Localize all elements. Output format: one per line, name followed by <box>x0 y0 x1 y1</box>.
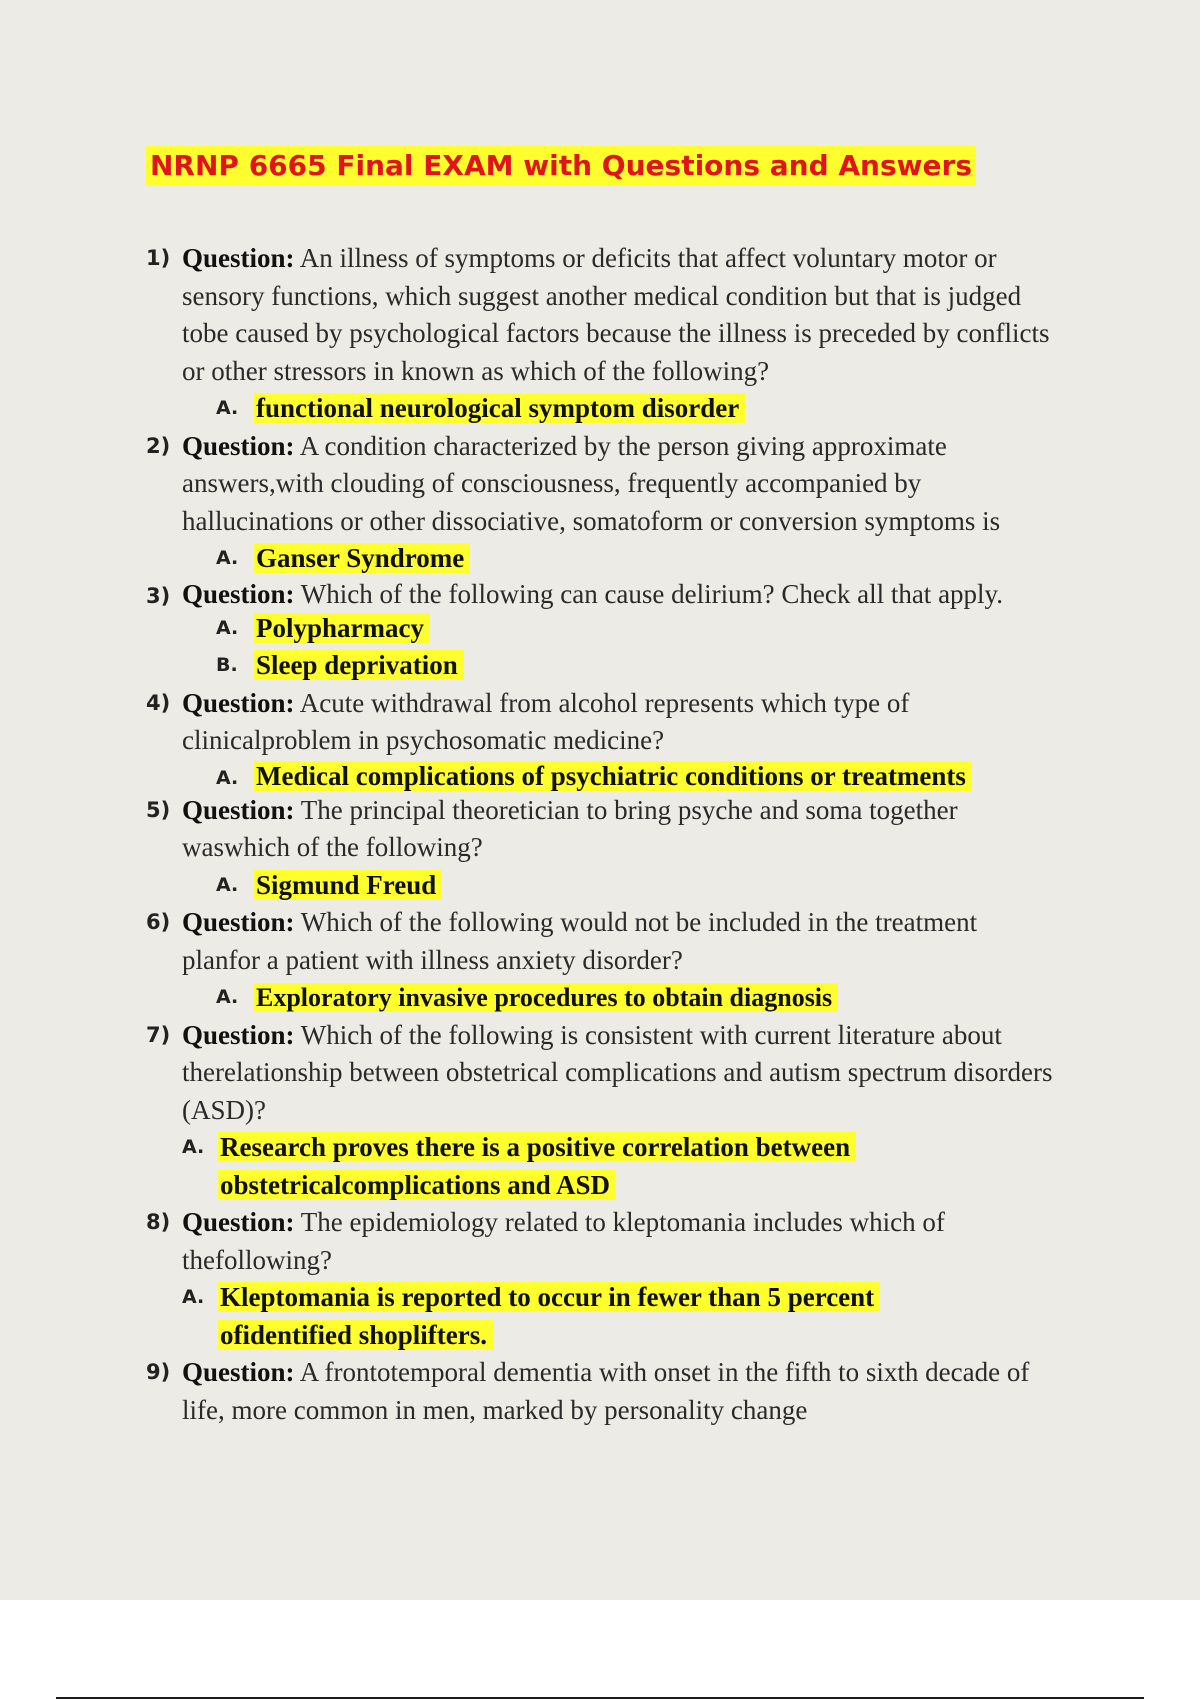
question-item <box>0 1017 1062 1205</box>
answer-list <box>182 979 1012 1017</box>
answer-text: Polypharmacy <box>254 613 430 643</box>
answer-option <box>182 760 1012 792</box>
answer-letter: A. <box>216 616 239 639</box>
question-text <box>182 578 1062 610</box>
answer-option <box>182 979 1012 1017</box>
question-body: A condition characterized by the person giving approximate answers,with clouding of consciousness, frequently accompanied by hallucinations or other dissociative, somatoform or conversion symptoms is <box>182 430 1001 536</box>
question-body: Which of the following can cause delirium? Check all that apply. <box>300 578 1004 609</box>
answer-list <box>182 1279 1012 1354</box>
question-label: Question: <box>182 1207 295 1237</box>
question-label: Question: <box>182 907 295 937</box>
question-body: Which of the following is consistent with current literature about therelationship between obstetrical complications and autism spectrum disorders (ASD)? <box>182 1019 1053 1125</box>
answer-list <box>182 760 1012 792</box>
answer-letter: A. <box>216 986 239 1008</box>
answer-option <box>182 867 1012 905</box>
question-text <box>182 428 1062 541</box>
question-label: Question: <box>182 1357 295 1387</box>
question-body: Acute withdrawal from alcohol represents which type of clinicalproblem in psychosomatic medicine? <box>182 687 910 755</box>
question-text <box>182 685 1012 760</box>
answer-letter: A. <box>182 1136 205 1158</box>
answer-text: Medical complications of psychiatric conditions or treatments <box>254 761 972 791</box>
answer-text: Ganser Syndrome <box>254 543 470 573</box>
question-label: Question: <box>182 794 295 825</box>
question-number: 9) <box>146 1360 171 1384</box>
answer-option <box>182 610 1062 648</box>
answer-text: Research proves there is a positive correlation between obstetricalcomplications and ASD <box>218 1132 856 1200</box>
answer-list <box>182 390 1062 428</box>
question-number: 5) <box>146 797 171 822</box>
question-label: Question: <box>182 1019 295 1050</box>
answer-text: Sigmund Freud <box>254 870 442 900</box>
question-text <box>182 792 1012 867</box>
answer-letter: B. <box>216 654 238 676</box>
answer-letter: A. <box>216 547 239 569</box>
question-item <box>0 578 1062 685</box>
footer-divider <box>56 1697 1144 1699</box>
question-item <box>0 1204 1012 1354</box>
question-number: 3) <box>146 583 171 608</box>
answer-letter: A. <box>216 397 239 419</box>
answer-letter: A. <box>216 766 239 789</box>
question-body: Which of the following would not be included in the treatment planfor a patient with illness anxiety disorder? <box>182 907 978 975</box>
answer-text: Exploratory invasive procedures to obtain diagnosis <box>254 983 838 1012</box>
answer-option <box>182 390 1062 428</box>
question-number: 8) <box>146 1210 171 1234</box>
question-text <box>182 1204 1012 1279</box>
question-number: 1) <box>146 246 171 270</box>
question-label: Question: <box>182 578 295 609</box>
question-text <box>182 240 1062 390</box>
answer-letter: A. <box>182 1286 205 1308</box>
answer-option <box>182 647 1062 685</box>
document-title: NRNP 6665 Final EXAM with Questions and Answers <box>146 146 976 186</box>
question-number: 6) <box>146 910 171 934</box>
question-list <box>0 240 1200 1429</box>
question-text <box>182 1017 1062 1130</box>
answer-list <box>182 867 1012 905</box>
question-number: 2) <box>146 433 171 458</box>
answer-option <box>182 1129 1062 1204</box>
question-item <box>0 792 1012 905</box>
question-item <box>0 1354 1062 1429</box>
question-item <box>0 240 1062 428</box>
question-body: The epidemiology related to kleptomania includes which of thefollowing? <box>182 1207 945 1275</box>
answer-letter: A. <box>216 873 239 896</box>
question-number: 7) <box>146 1022 171 1047</box>
answer-option <box>182 540 1062 578</box>
question-label: Question: <box>182 687 295 718</box>
question-text <box>182 1354 1062 1429</box>
question-label: Question: <box>182 430 295 461</box>
question-body: A frontotemporal dementia with onset in the fifth to sixth decade of life, more common in men, marked by personality change <box>182 1357 1030 1425</box>
question-label: Question: <box>182 243 295 273</box>
answer-list <box>182 1129 1062 1204</box>
answer-text: functional neurological symptom disorder <box>254 393 745 423</box>
question-item <box>0 904 1012 1017</box>
question-body: The principal theoretician to bring psyche and soma together waswhich of the following? <box>182 794 958 862</box>
answer-text: Sleep deprivation <box>254 650 464 680</box>
answer-text: Kleptomania is reported to occur in fewer than 5 percent ofidentified shoplifters. <box>218 1282 880 1350</box>
question-item <box>0 685 1012 792</box>
question-text <box>182 904 1012 979</box>
answer-list <box>182 540 1062 578</box>
question-number: 4) <box>146 690 171 715</box>
answer-list <box>182 610 1062 685</box>
question-body: An illness of symptoms or deficits that affect voluntary motor or sensory functions, which suggest another medical condition but that is judged tobe caused by psychological factors because the illness is preceded by conflicts or other stressors in known as which of the following? <box>182 243 1050 386</box>
answer-option <box>182 1279 1012 1354</box>
question-item <box>0 428 1062 578</box>
